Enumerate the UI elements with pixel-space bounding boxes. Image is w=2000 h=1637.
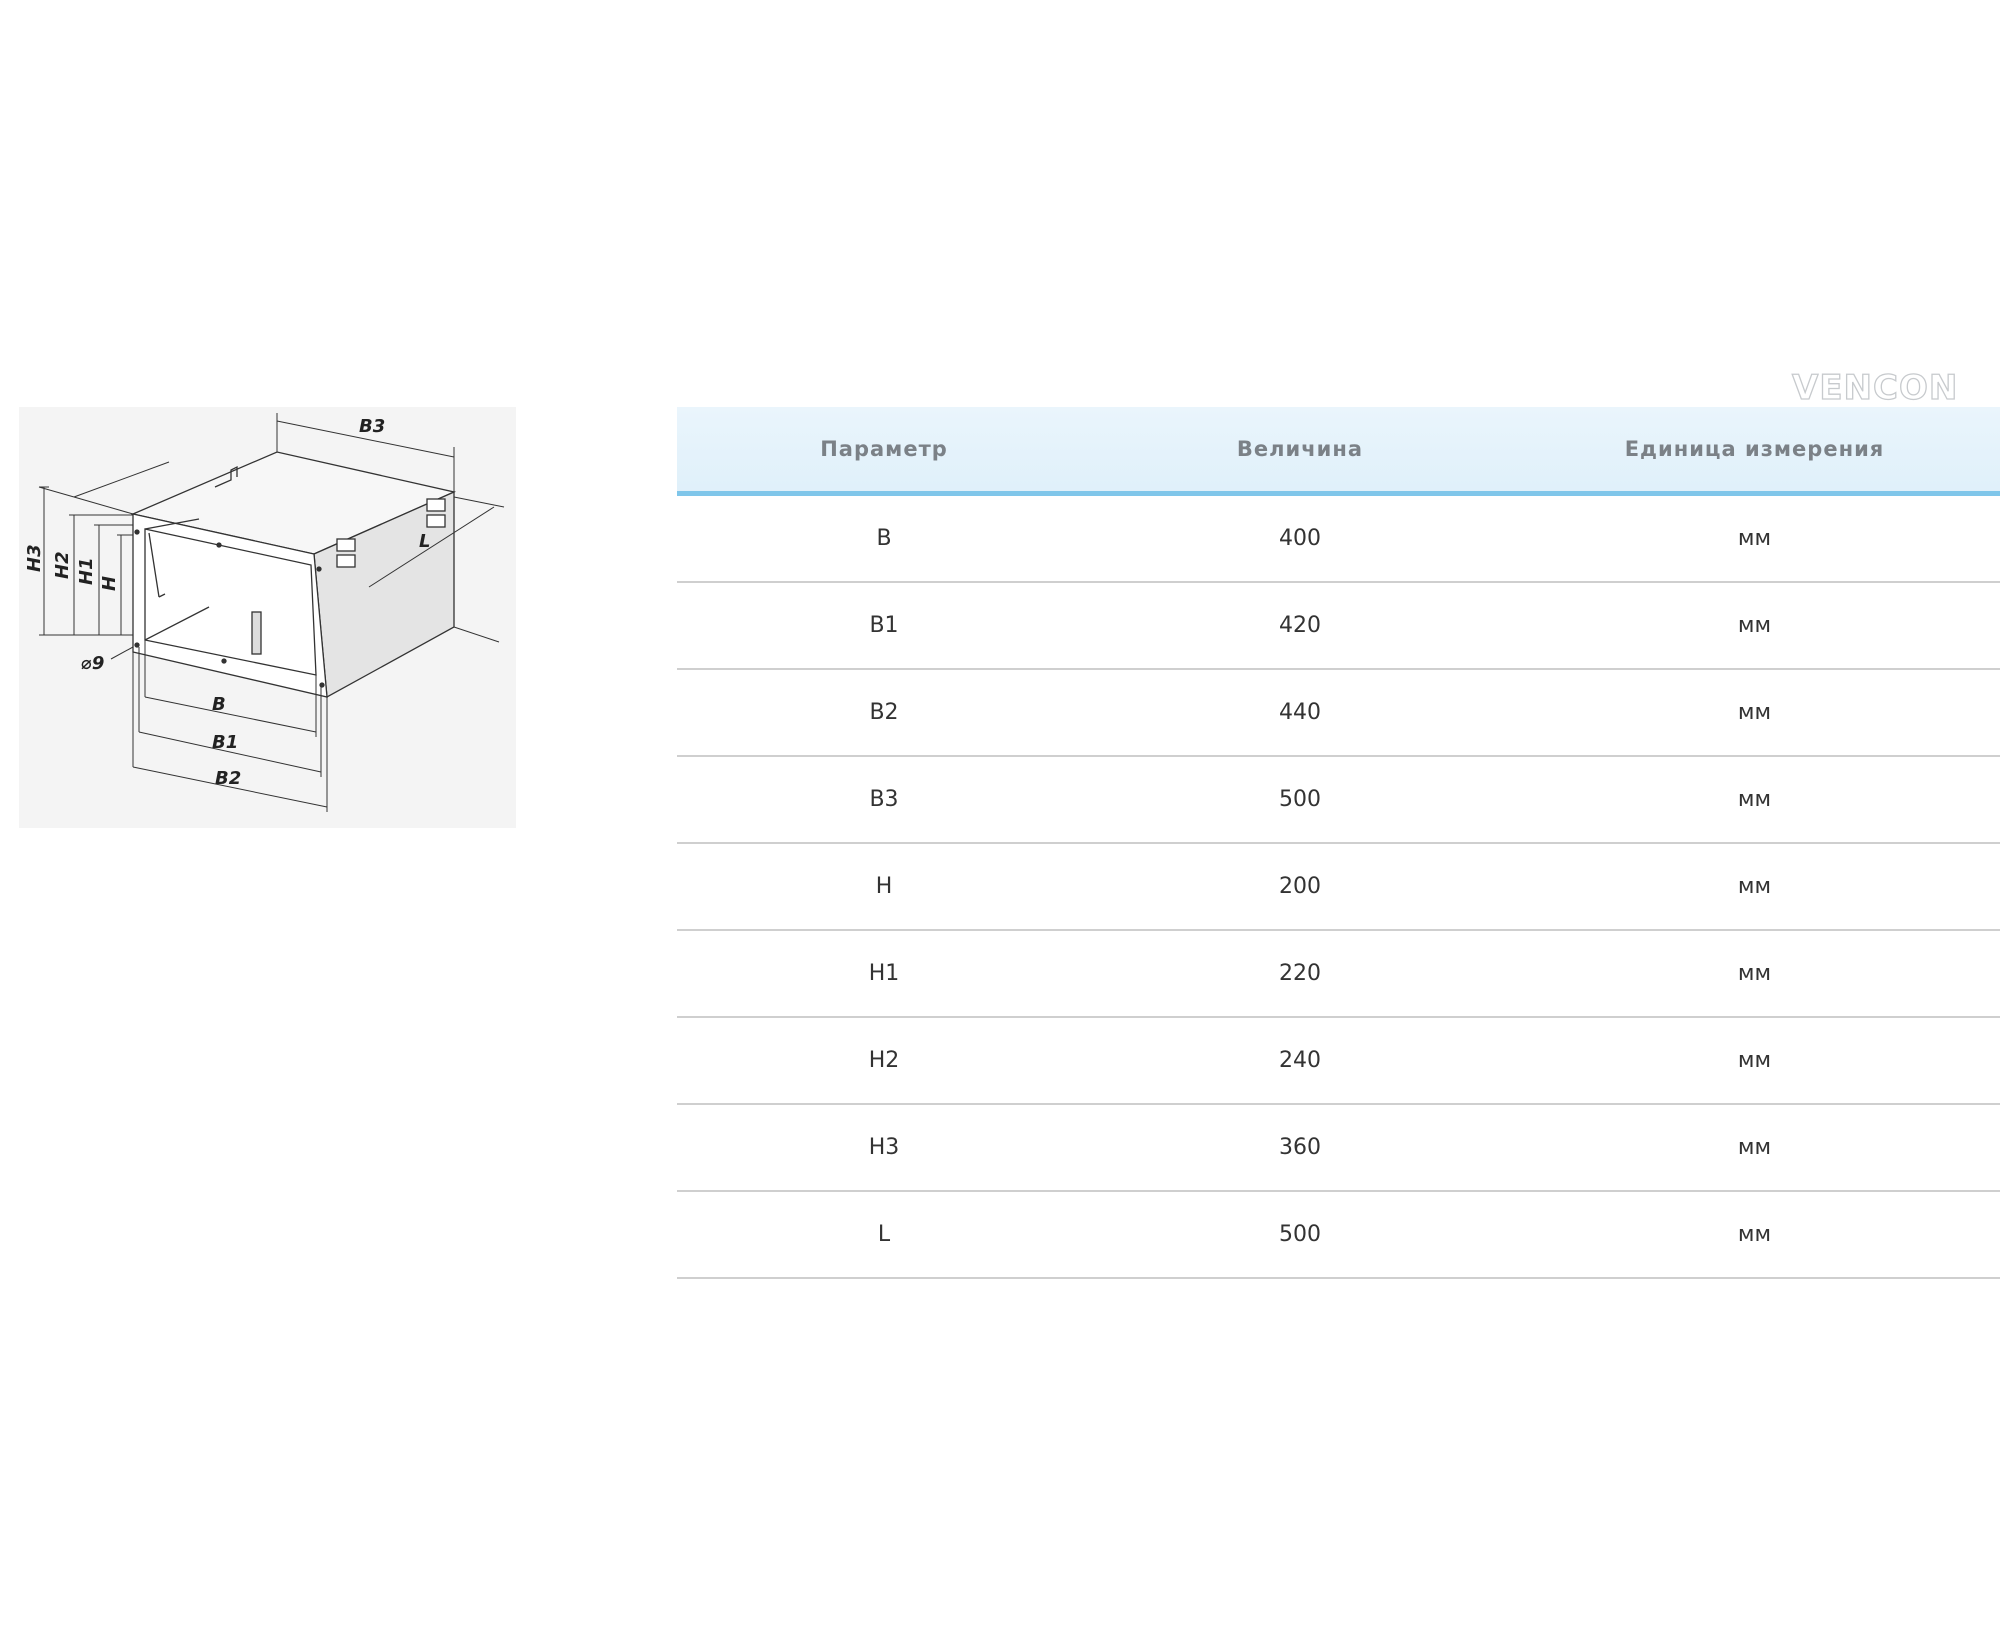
cell-param: B3 (677, 756, 1091, 843)
logo-wordmark: VENCON (1792, 368, 1959, 408)
cell-value: 400 (1091, 494, 1509, 583)
table-row (677, 669, 2000, 756)
table-row (677, 582, 2000, 669)
cell-value: 240 (1091, 1017, 1509, 1104)
dim-label-h3: H3 (24, 544, 45, 572)
cell-unit: мм (1509, 582, 2000, 669)
duct-box-drawing (19, 407, 516, 828)
dim-label-h: H (99, 575, 120, 591)
cell-param: B1 (677, 582, 1091, 669)
dim-label-b2: B2 (215, 768, 242, 789)
cell-value: 500 (1091, 756, 1509, 843)
table-row (677, 756, 2000, 843)
cell-param: H1 (677, 930, 1091, 1017)
hinge (337, 555, 355, 567)
cell-unit: мм (1509, 1104, 2000, 1191)
cell-value: 420 (1091, 582, 1509, 669)
table-row (677, 930, 2000, 1017)
table-header-row (677, 407, 2000, 494)
dim-label-h1: H1 (76, 557, 97, 585)
cell-param: H2 (677, 1017, 1091, 1104)
header-unit: Единица измерения (1509, 407, 2000, 494)
cell-value: 200 (1091, 843, 1509, 930)
cell-unit: мм (1509, 1017, 2000, 1104)
cell-unit: мм (1509, 1191, 2000, 1278)
table-row (677, 843, 2000, 930)
cell-param: B (677, 494, 1091, 583)
dim-label-b: B (212, 694, 226, 715)
cell-param: B2 (677, 669, 1091, 756)
header-parameter: Параметр (677, 407, 1091, 494)
hinge (427, 499, 445, 511)
dimensions-table (677, 407, 2000, 1279)
cell-unit: мм (1509, 669, 2000, 756)
table-row (677, 1017, 2000, 1104)
cell-unit: мм (1509, 494, 2000, 583)
cell-value: 440 (1091, 669, 1509, 756)
table-row (677, 494, 2000, 583)
cell-param: H (677, 843, 1091, 930)
table-row (677, 1191, 2000, 1278)
support-post (252, 612, 261, 654)
technical-drawing (19, 407, 516, 828)
cell-unit: мм (1509, 843, 2000, 930)
cell-param: L (677, 1191, 1091, 1278)
dim-label-b3: B3 (359, 416, 386, 437)
header-value: Величина (1091, 407, 1509, 494)
cell-value: 220 (1091, 930, 1509, 1017)
cell-value: 360 (1091, 1104, 1509, 1191)
cell-value: 500 (1091, 1191, 1509, 1278)
dim-label-h2: H2 (52, 551, 73, 579)
cell-param: H3 (677, 1104, 1091, 1191)
cell-unit: мм (1509, 930, 2000, 1017)
dim-label-hole: ⌀9 (81, 653, 105, 674)
dim-label-l: L (419, 531, 431, 552)
logo-tagline: ЕКСПЕРТ В ІНЖЕНЕРНИХ РІШЕНЬ (1792, 409, 1975, 419)
table-row (677, 1104, 2000, 1191)
cell-unit: мм (1509, 756, 2000, 843)
hinge (337, 539, 355, 551)
hinge (427, 515, 445, 527)
dim-label-b1: B1 (212, 732, 239, 753)
